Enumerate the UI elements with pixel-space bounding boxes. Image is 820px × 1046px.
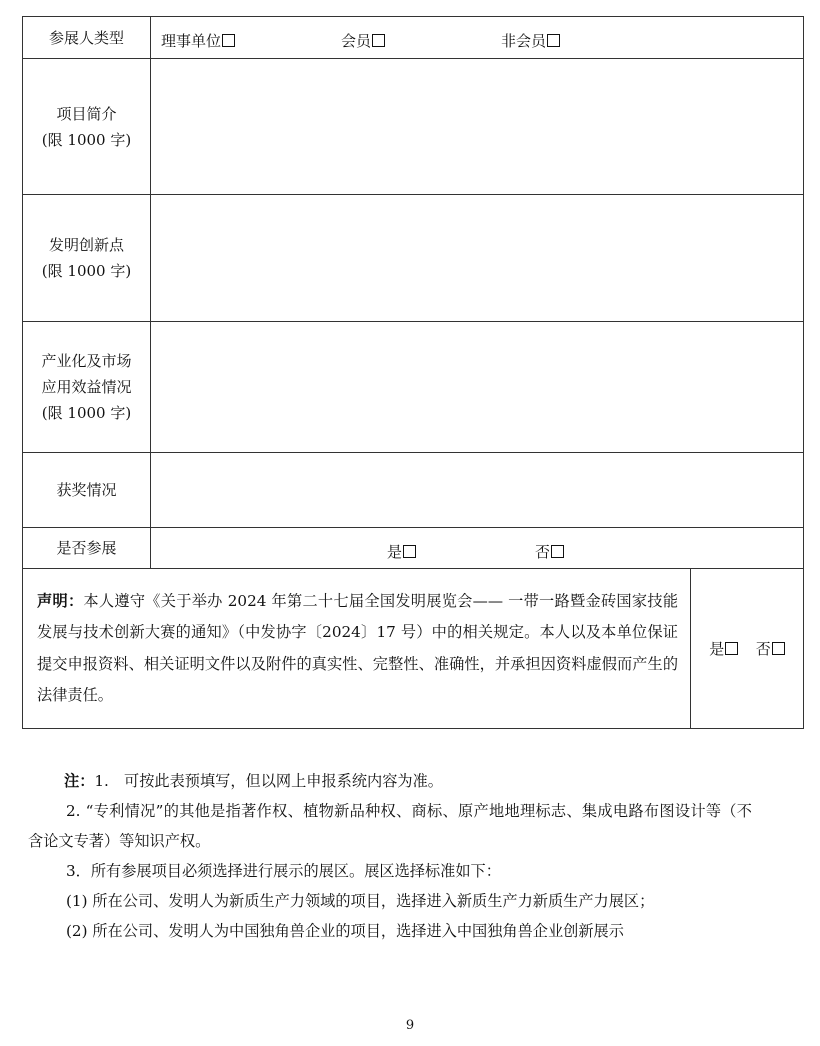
exhibit-yes-label: 是 (387, 542, 403, 561)
exhibit-no-option (535, 541, 564, 562)
declaration-head: 声明： (37, 591, 84, 610)
notes-head: 注： (64, 772, 95, 790)
declaration-yes-label: 是 (709, 640, 725, 658)
participant-type-label: 参展人类型 (23, 17, 151, 59)
exhibit-yes-option (387, 541, 416, 562)
declaration-no-checkbox[interactable] (772, 642, 785, 655)
exhibit-no-label: 否 (535, 542, 551, 561)
option-council-member-label: 理事单位 (161, 31, 222, 50)
innovation-field[interactable] (151, 195, 804, 322)
participant-type-options (151, 17, 804, 59)
industrialization-row (23, 322, 804, 453)
declaration-no-label: 否 (755, 640, 771, 658)
industrialization-field[interactable] (151, 322, 804, 453)
note-3: 3．所有参展项目必须选择进行展示的展区。展区选择标准如下： (66, 862, 501, 880)
exhibit-row (23, 528, 804, 569)
awards-field[interactable] (151, 453, 804, 528)
note-5: (2) 所在公司、发明人为中国独角兽企业的项目，选择进入中国独角兽企业创新展示 (66, 922, 624, 940)
declaration-yes-checkbox[interactable] (725, 642, 738, 655)
note-1-text: 1. 可按此表预填写，但以网上申报系统内容为准。 (94, 772, 443, 790)
application-form-table (22, 16, 804, 729)
declaration-options (691, 569, 804, 729)
declaration-text (23, 569, 691, 729)
option-non-member (501, 30, 560, 51)
option-council-member (161, 30, 235, 51)
exhibit-no-checkbox[interactable] (551, 545, 564, 558)
innovation-limit: (限 1000 字) (41, 262, 132, 280)
project-intro-limit: (限 1000 字) (41, 130, 132, 149)
industrialization-limit: (限 1000 字) (41, 404, 132, 422)
option-member (341, 30, 385, 51)
note-4: (1) 所在公司、发明人为新质生产力领域的项目，选择进入新质生产力新质生产力展区； (66, 892, 655, 910)
declaration-row (23, 569, 804, 729)
council-member-checkbox[interactable] (222, 34, 235, 47)
project-intro-label-cell (23, 59, 151, 195)
non-member-checkbox[interactable] (547, 34, 560, 47)
project-intro-field[interactable] (151, 59, 804, 195)
page-number: 9 (405, 1018, 415, 1033)
innovation-label-cell (23, 195, 151, 322)
option-member-label: 会员 (341, 31, 372, 50)
declaration-body: 本人遵守《关于举办 2024 年第二十七届全国发明展览会—— 一带一路暨金砖国家技能发展与技术创新大赛的通知》（中发协字〔2024〕17 号）中的相关规定。本人以及本单位保证提交申报资料、相关证明文件以及附件的真实性、完整性、准确性，并承担因资料虚假而产生的法律责任。 (37, 591, 679, 704)
industrialization-label-cell (23, 322, 151, 453)
project-intro-label: 项目简介 (56, 104, 117, 123)
exhibit-label: 是否参展 (23, 528, 151, 569)
notes-section (28, 766, 752, 946)
awards-label: 获奖情况 (23, 453, 151, 528)
participant-type-row (23, 17, 804, 59)
note-2: 2. “专利情况”的其他是指著作权、植物新品种权、商标、原产地地理标志、集成电路布图设计等（不含论文专著）等知识产权。 (28, 802, 752, 850)
member-checkbox[interactable] (372, 34, 385, 47)
awards-row (23, 453, 804, 528)
innovation-row (23, 195, 804, 322)
note-1 (52, 766, 752, 796)
innovation-label: 发明创新点 (48, 236, 124, 254)
project-intro-row (23, 59, 804, 195)
exhibit-yes-checkbox[interactable] (403, 545, 416, 558)
industrialization-label-line2: 应用效益情况 (41, 378, 132, 396)
exhibit-options (151, 528, 804, 569)
option-non-member-label: 非会员 (501, 31, 547, 50)
industrialization-label-line1: 产业化及市场 (41, 352, 132, 370)
